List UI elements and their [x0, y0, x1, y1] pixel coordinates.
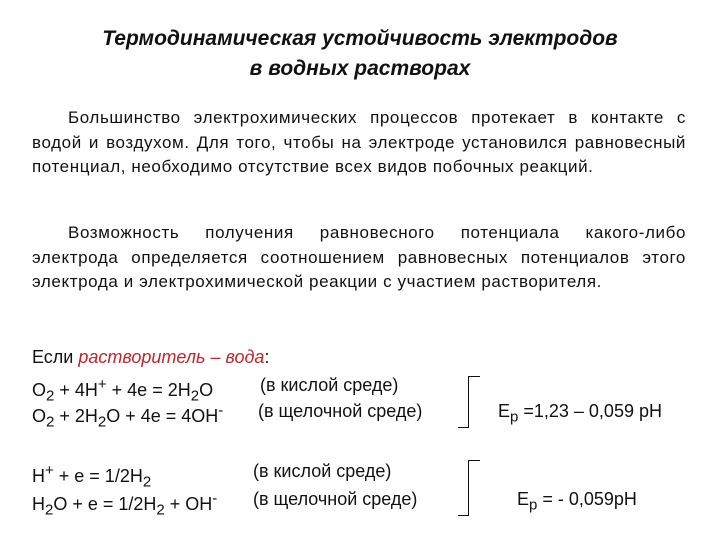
title-line-2: в водных растворах [249, 57, 471, 80]
paragraph-1: Большинство электрохимических процессов протекает в контакте с водой и воздухом. Для того, чтобы на электроде установился равновесный потенциал, необходимо отсутствие всех видов побочных реакций. [32, 108, 686, 176]
solvent-intro: Если растворитель – вода: [32, 347, 270, 367]
hydrogen-bracket-top [468, 460, 480, 461]
hydrogen-acid-condition: (в кислой среде) [253, 461, 392, 481]
oxygen-alkaline-condition: (в щелочной среде) [258, 401, 423, 421]
oxygen-acid-equation: $O_2 + 4H^+ + 4e = 2H_2O$ [32, 376, 214, 405]
slide-title [0, 24, 720, 84]
hydrogen-alkaline-condition: (в щелочной среде) [253, 489, 418, 509]
oxygen-bracket-bottom [458, 427, 469, 428]
hydrogen-alkaline-equation: $H_2O + e = 1/2H_2 + OH^-$ [32, 490, 218, 519]
solvent-highlight: растворитель – вода [78, 347, 265, 367]
hydrogen-bracket [468, 460, 469, 516]
paragraph-2: Возможность получения равновесного потенциала какого-либо электрода определяется соотношением равновесных потенциалов этого электрода и электрохимической реакции с участием растворителя. [32, 223, 686, 291]
oxygen-acid-condition: (в кислой среде) [260, 375, 399, 395]
hydrogen-acid-equation: $H^+ + e = 1/2H_2$ [32, 462, 152, 491]
hydrogen-potential: $E_p$ = - 0,059pH [517, 489, 637, 514]
hydrogen-bracket-bottom [458, 515, 469, 516]
title-line-1: Термодинамическая устойчивость электродов [102, 27, 618, 50]
oxygen-alkaline-equation: $O_2 + 2H_2O + 4e = 4OH^-$ [32, 402, 224, 431]
oxygen-bracket [468, 376, 469, 428]
oxygen-bracket-top [468, 376, 480, 377]
oxygen-potential: $E_p =1,23 - 0,059$ pH [498, 401, 662, 426]
